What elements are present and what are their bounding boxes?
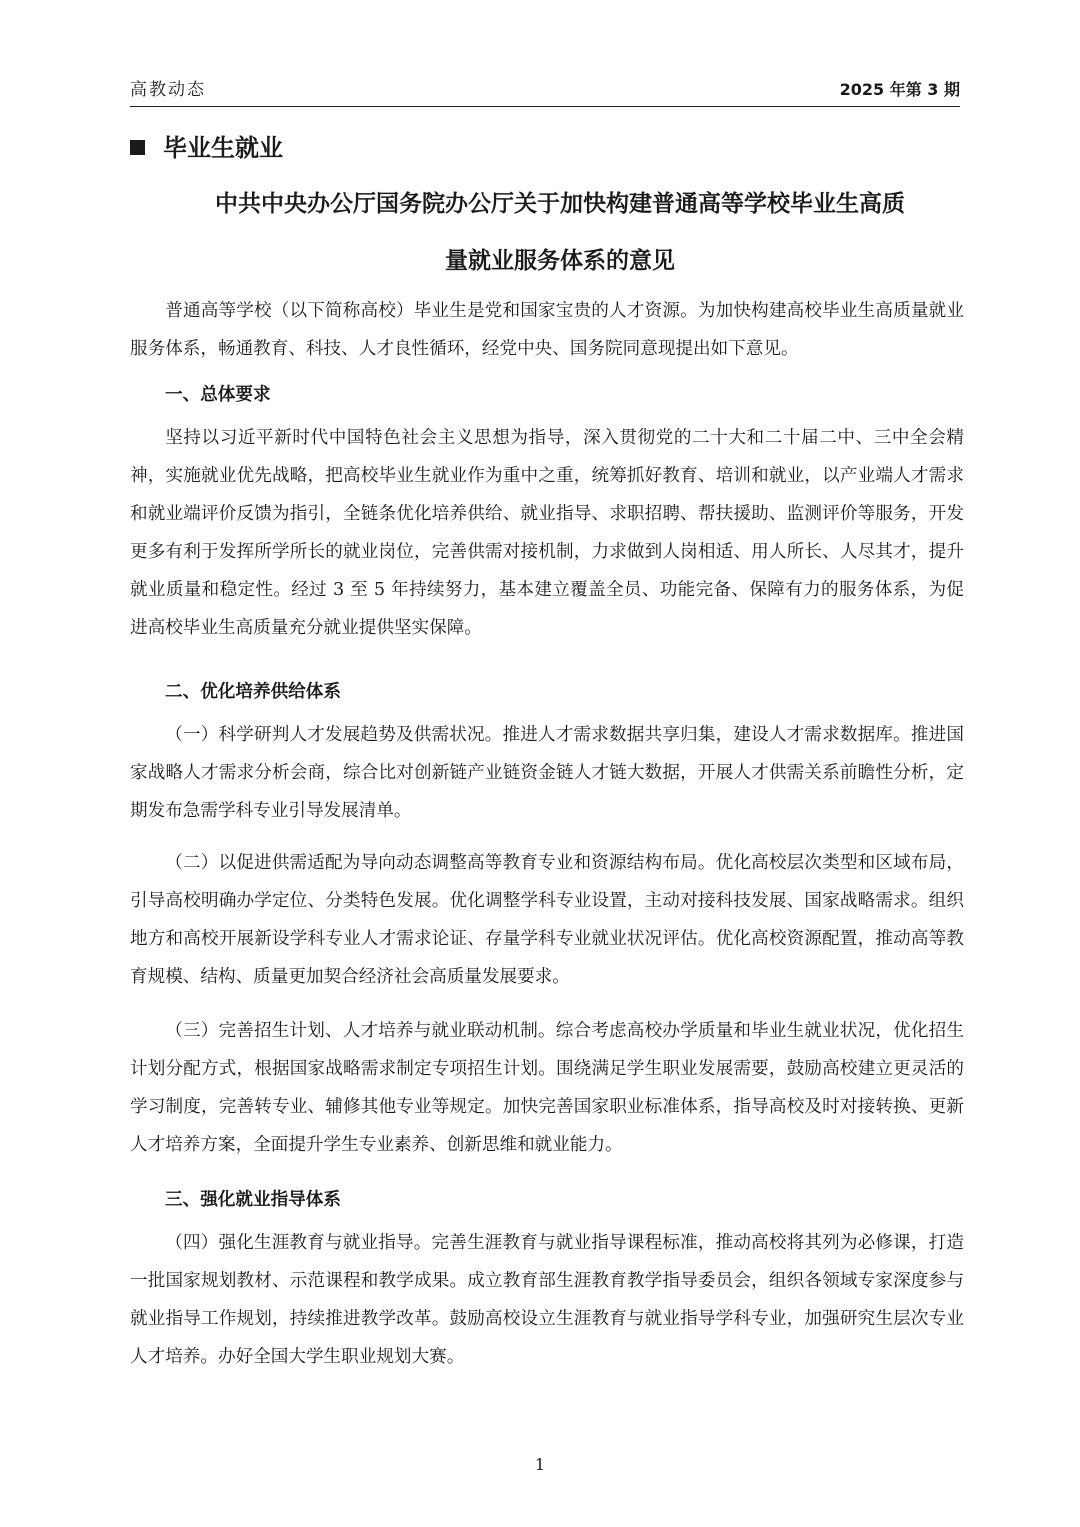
- document-title-line-2: 量就业服务体系的意见: [445, 248, 675, 274]
- section-heading-general: 一、总体要求: [165, 385, 271, 405]
- paragraph-item-2: （二）以促进供需适配为导向动态调整高等教育专业和资源结构布局。优化高校层次类型和区域布局，引导高校明确办学定位、分类特色发展。优化调整学科专业设置，主动对接科技发展、国家战略需求。组织地方和高校开展新设学科专业人才需求论证、存量学科专业就业状况评估。优化高校资源配置，推动高等教育规模、结构、质量更加契合经济社会高质量发展要求。: [130, 853, 964, 987]
- paragraph-item-4: （四）强化生涯教育与就业指导。完善生涯教育与就业指导课程标准，推动高校将其列为必修课，打造一批国家规划教材、示范课程和教学成果。成立教育部生涯教育教学指导委员会，组织各领域专家深度参与就业指导工作规划，持续推进教学改革。鼓励高校设立生涯教育与就业指导学科专业，加强研究生层次专业人才培养。办好全国大学生职业规划大赛。: [130, 1233, 964, 1367]
- section-heading-training-supply: 二、优化培养供给体系: [165, 682, 341, 702]
- paragraph-general-requirements: 坚持以习近平新时代中国特色社会主义思想为指导，深入贯彻党的二十大和二十届二中、三中全会精神，实施就业优先战略，把高校毕业生就业作为重中之重，统筹抓好教育、培训和就业，以产业端人才需求和就业端评价反馈为指引，全链条优化培养供给、就业指导、求职招聘、帮扶援助、监测评价等服务，开发更多有利于发挥所学所长的就业岗位，完善供需对接机制，力求做到人岗相适、用人所长、人尽其才，提升就业质量和稳定性。经过 3 至 5 年持续努力，基本建立覆盖全员、功能完备、保障有力的服务体系，为促进高校毕业生高质量充分就业提供坚实保障。: [130, 428, 964, 638]
- journal-name: 高教动态: [130, 80, 206, 100]
- section-label: [130, 128, 283, 168]
- paragraph-item-3: （三）完善招生计划、人才培养与就业联动机制。综合考虑高校办学质量和毕业生就业状况，优化招生计划分配方式，根据国家战略需求制定专项招生计划。围绕满足学生职业发展需要，鼓励高校建立更灵活的学习制度，完善转专业、辅修其他专业等规定。加快完善国家职业标准体系，指导高校及时对接转换、更新人才培养方案，全面提升学生专业素养、创新思维和就业能力。: [130, 1021, 964, 1155]
- page-number: 1: [534, 1455, 546, 1474]
- intro-paragraph: 普通高等学校（以下简称高校）毕业生是党和国家宝贵的人才资源。为加快构建高校毕业生高质量就业服务体系，畅通教育、科技、人才良性循环，经党中央、国务院同意现提出如下意见。: [130, 301, 964, 359]
- running-header: [130, 78, 960, 107]
- section-heading-career-guidance: 三、强化就业指导体系: [165, 1190, 341, 1210]
- paragraph-item-1: （一）科学研判人才发展趋势及供需状况。推进人才需求数据共享归集，建设人才需求数据库。推进国家战略人才需求分析会商，综合比对创新链产业链资金链人才链大数据，开展人才供需关系前瞻性分析，定期发布急需学科专业引导发展清单。: [130, 725, 964, 821]
- section-label-text: 毕业生就业: [163, 134, 283, 162]
- square-bullet-icon: [130, 140, 145, 155]
- document-title-line-1: 中共中央办公厅国务院办公厅关于加快构建普通高等学校毕业生高质: [215, 191, 905, 217]
- issue-label: 2025 年第 3 期: [839, 80, 960, 99]
